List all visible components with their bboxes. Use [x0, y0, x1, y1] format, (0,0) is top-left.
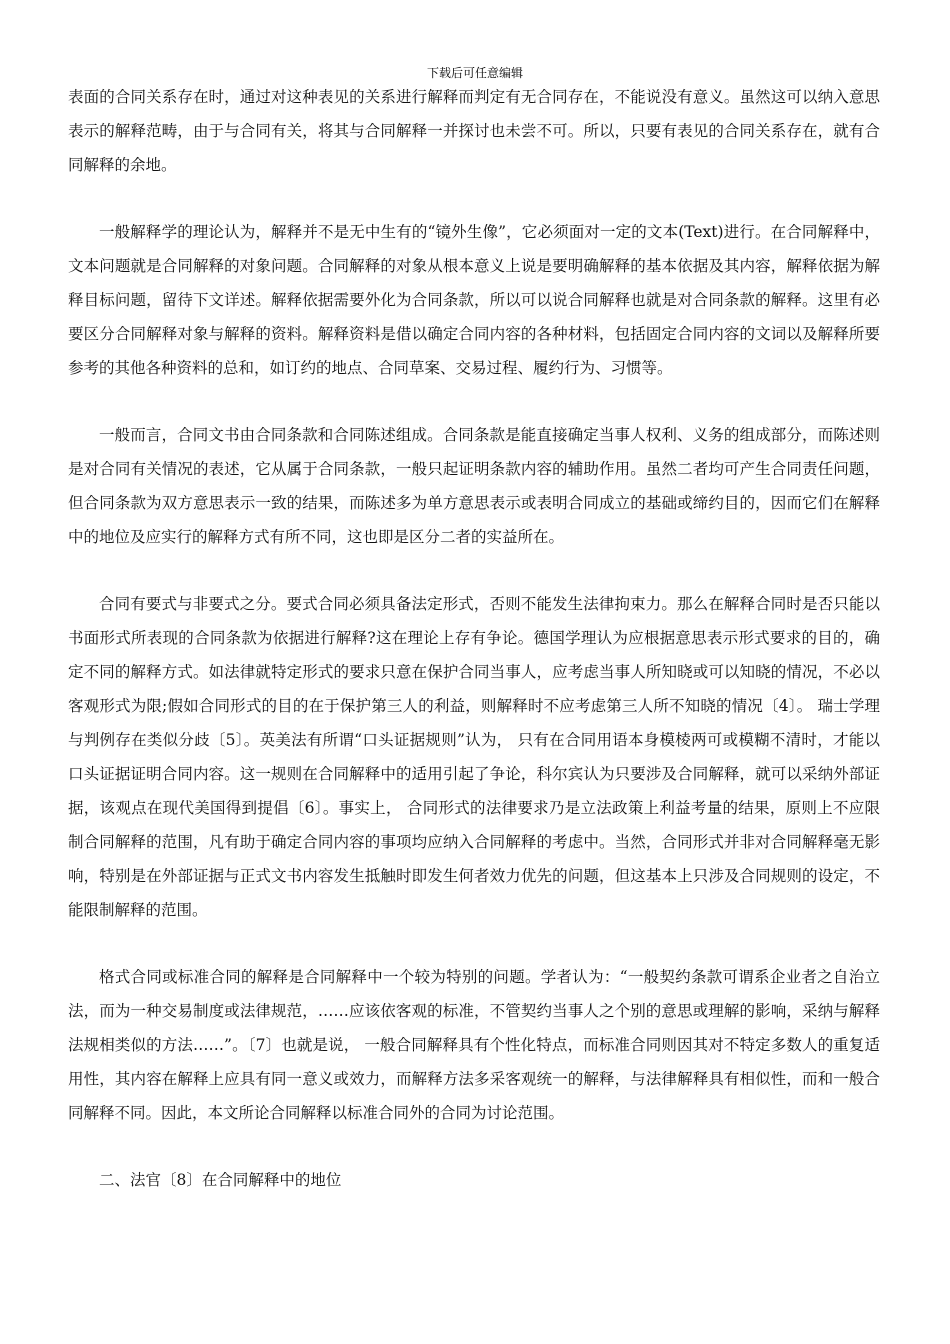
document-body: [68, 80, 880, 1197]
paragraph-2: 一般解释学的理论认为，解释并不是无中生有的“镜外生像”，它必须面对一定的文本(Text)进行。在合同解释中，文本问题就是合同解释的对象问题。合同解释的对象从根本意义上说是要明确解释的基本依据及其内容，解释依据为解释目标问题，留待下文详述。解释依据需要外化为合同条款，所以可以说合同解释也就是对合同条款的解释。这里有必要区分合同解释对象与解释的资料。解释资料是借以确定合同内容的各种材料，包括固定合同内容的文词以及解释所要参考的其他各种资料的总和，如订约的地点、合同草案、交易过程、履约行为、习惯等。: [68, 223, 880, 377]
paragraph-3: 一般而言，合同文书由合同条款和合同陈述组成。合同条款是能直接确定当事人权利、义务的组成部分，而陈述则是对合同有关情况的表述，它从属于合同条款，一般只起证明条款内容的辅助作用。虽然二者均可产生合同责任问题，但合同条款为双方意思表示一致的结果，而陈述多为单方意思表示或表明合同成立的基础或缔约目的，因而它们在解释中的地位及应实行的解释方式有所不同，这也即是区分二者的实益所在。: [68, 426, 880, 546]
section-heading: 二、法官〔8〕在合同解释中的地位: [99, 1171, 342, 1189]
paragraph-1: 表面的合同关系存在时，通过对这种表见的关系进行解释而判定有无合同存在，不能说没有意义。虽然这可以纳入意思表示的解释范畴，由于与合同有关，将其与合同解释一并探讨也未尝不可。所以，只要有表见的合同关系存在，就有合同解释的余地。: [68, 88, 880, 174]
paragraph-4: 合同有要式与非要式之分。要式合同必须具备法定形式，否则不能发生法律拘束力。那么在解释合同时是否只能以书面形式所表现的合同条款为依据进行解释?这在理论上存有争论。德国学理认为应根据意思表示形式要求的目的，确定不同的解释方式。如法律就特定形式的要求只意在保护合同当事人，应考虑当事人所知晓或可以知晓的情况，不必以客观形式为限;假如合同形式的目的在于保护第三人的利益，则解释时不应考虑第三人所不知晓的情况〔4〕。 瑞士学理与判例存在类似分歧〔5〕。英美法有所谓“口头证据规则”认为， 只有在合同用语本身模棱两可或模糊不清时，才能以口头证据证明合同内容。这一规则在合同解释中的适用引起了争论，科尔宾认为只要涉及合同解释，就可以采纳外部证据，该观点在现代美国得到提倡〔6〕。事实上， 合同形式的法律要求乃是立法政策上利益考量的结果，原则上不应限制合同解释的范围，凡有助于确定合同内容的事项均应纳入合同解释的考虑中。当然，合同形式并非对合同解释毫无影响，特别是在外部证据与正式文书内容发生抵触时即发生何者效力优先的问题，但这基本上只涉及合同规则的设定，不能限制解释的范围。: [68, 595, 880, 919]
page-header: 下载后可任意编辑: [426, 66, 523, 80]
paragraph-5: 格式合同或标准合同的解释是合同解释中一个较为特别的问题。学者认为：“一般契约条款可谓系企业者之自治立法，而为一种交易制度或法律规范，……应该依客观的标准，不管契约当事人之个别的意思或理解的影响，采纳与解释法规相类似的方法……”。〔7〕也就是说， 一般合同解释具有个性化特点，而标准合同则因其对不特定多数人的重复适用性，其内容在解释上应具有同一意义或效力，而解释方法多采客观统一的解释，与法律解释具有相似性，而和一般合同解释不同。因此，本文所论合同解释以标准合同外的合同为讨论范围。: [68, 968, 880, 1122]
